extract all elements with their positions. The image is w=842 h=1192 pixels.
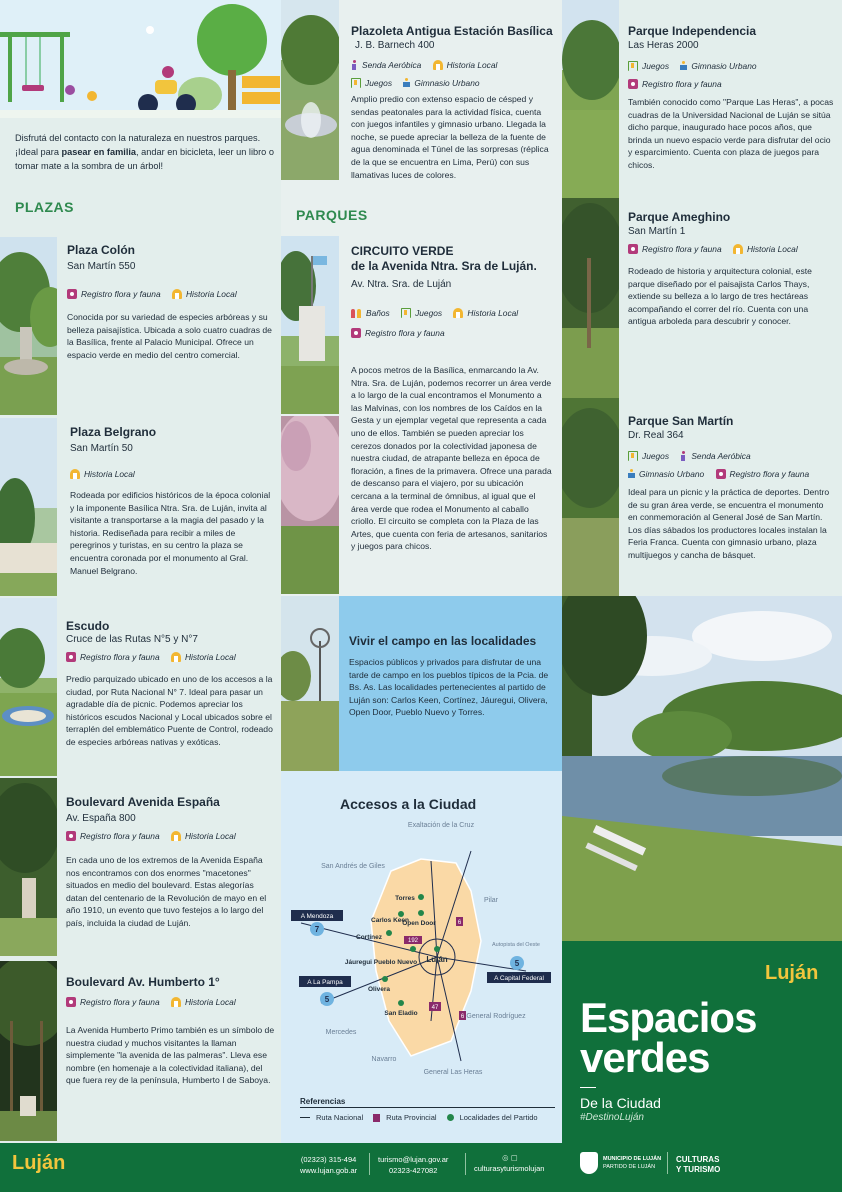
boulevard-espana-tags bbox=[66, 828, 276, 846]
tag-flora bbox=[351, 325, 445, 341]
tag-juegos bbox=[351, 75, 392, 91]
tag-historia bbox=[70, 466, 135, 482]
map-place-navarro: Navarro bbox=[371, 1056, 397, 1063]
flora-icon bbox=[67, 289, 77, 299]
plaza-colon-address: San Martín 550 bbox=[67, 261, 136, 272]
footer-culturas-2: Y TURISMO bbox=[676, 1164, 721, 1174]
senda-aerobica-icon bbox=[680, 451, 687, 461]
footer-municipio-name: MUNICIPIO DE LUJÁN bbox=[603, 1156, 662, 1162]
map-place-torres: Torres bbox=[395, 895, 415, 902]
tag-flora bbox=[716, 466, 810, 482]
tag-historia bbox=[171, 994, 236, 1010]
map-place-general-rodriguez: General Rodríguez bbox=[466, 1013, 526, 1020]
boulevard-espana-photo bbox=[0, 778, 57, 956]
plaza-belgrano-text: Rodeada por edificios históricos de la época colonial y la imponente Basílica Ntra. Sra. de Luján, invita al visitante a transportarse a la magia del pasado y la historia. Rediseñada para recibir a miles de peregrinos y turistas, en su centro la plaza se encuentra coronada por el monumento al Gral. Manuel Belgrano. bbox=[70, 490, 271, 576]
route-47-label: 47 bbox=[431, 1005, 439, 1011]
plazoleta-text: Amplio predio con extenso espacio de césped y sendas peatonales para la actividad física, cuenta con juegos infantiles y gimnasio urbano. Llegada la noche, se puede apreciar la belleza de la fuente de agua denominada el Túnel de las sorpresas (réplica de la que se encuentra en Lima, Perú) con sus llamativas luces de colores. bbox=[351, 94, 549, 180]
map-place-general-las-heras: General Las Heras bbox=[423, 1069, 483, 1076]
cover-hashtag: #DestinoLuján bbox=[580, 1112, 644, 1123]
vivir-campo-title: Vivir el campo en las localidades bbox=[349, 634, 537, 648]
escudo-text: Predio parquizado ubicado en uno de los accesos a la ciudad, por Ruta Nacional N° 7. Ideal para pasar un agradable día de picnic. Podemos apreciar los históricos escudos Nacional y Local ubicados sobre el terraplén del emblemático Puente de Control, rodeado de especies arbóreas nativas y exóticas. bbox=[66, 674, 273, 747]
tag-historia-label: Historia Local bbox=[185, 289, 237, 299]
map-place-carlos-keen: Carlos Keen bbox=[371, 917, 409, 924]
legend-title: Referencias bbox=[300, 1097, 346, 1106]
section-parques-heading: PARQUES bbox=[296, 207, 368, 223]
map-place-cortinez: Cortínez bbox=[356, 934, 382, 941]
juegos-icon bbox=[351, 78, 361, 88]
map-place-san-andres: San Andrés de Giles bbox=[321, 863, 385, 870]
circuito-verde-title: CIRCUITO VERDE bbox=[351, 244, 454, 258]
boulevard-humberto-text: La Avenida Humberto Primo también es un símbolo de nuestra ciudad y muchos visitantes la llaman simplemente "la avenida de las palmeras". Lleva ese nombre (en homenaje a la colectividad italiana), del que fuera rey de la península, Humberto I de Saboya. bbox=[66, 1025, 275, 1086]
map-title: Accesos a la Ciudad bbox=[340, 796, 477, 812]
tag-juegos-label: Juegos bbox=[365, 78, 393, 88]
parque-independencia-photo bbox=[562, 0, 619, 198]
parque-san-martin-title: Parque San Martín bbox=[628, 414, 734, 428]
tag-gimnasio-label: Gimnasio Urbano bbox=[414, 78, 480, 88]
cover-divider bbox=[580, 1087, 596, 1088]
senda-aerobica-icon bbox=[351, 60, 358, 70]
flora-icon bbox=[66, 652, 76, 662]
tag-flora bbox=[67, 286, 161, 302]
footer-divider-1 bbox=[369, 1153, 370, 1175]
plaza-colon-text: Conocida por su variedad de especies arbóreas y su belleza paisajística. Ubicada a solo cuatro cuadras de la Basílica, frente al Palacio Municipal. Ofrece un espacio verde en medio del centro comercial. bbox=[67, 312, 272, 360]
a-capital-label: A Capital Federal bbox=[494, 975, 544, 982]
legend-provincial-swatch bbox=[373, 1114, 380, 1122]
tag-historia bbox=[171, 828, 236, 844]
intro-text-bold: pasear en familia bbox=[61, 147, 137, 157]
route-192-label: 192 bbox=[407, 938, 419, 944]
tag-flora-label: Registro flora y fauna bbox=[642, 79, 722, 89]
flora-icon bbox=[628, 79, 638, 89]
footer-web[interactable]: www.lujan.gob.ar bbox=[300, 1166, 358, 1175]
historia-icon bbox=[171, 831, 181, 841]
escudo-address: Cruce de las Rutas N°5 y N°7 bbox=[66, 634, 198, 645]
tag-flora bbox=[66, 649, 160, 665]
tag-banos-label: Baños bbox=[366, 308, 390, 318]
tag-flora-label: Registro flora y fauna bbox=[81, 289, 161, 299]
footer-contact-1 bbox=[300, 1154, 357, 1176]
tag-historia-label: Historia Local bbox=[84, 469, 135, 479]
parque-independencia-address: Las Heras 2000 bbox=[628, 40, 699, 51]
tag-juegos bbox=[401, 305, 442, 321]
parque-san-martin-photo bbox=[562, 398, 619, 596]
parque-ameghino-photo bbox=[562, 198, 619, 398]
boulevard-espana-title: Boulevard Avenida España bbox=[66, 795, 220, 809]
historia-icon bbox=[171, 652, 181, 662]
escudo-tags bbox=[66, 649, 276, 667]
plazoleta-photo bbox=[281, 0, 339, 180]
gimnasio-icon bbox=[680, 61, 687, 71]
flora-icon bbox=[351, 328, 361, 338]
map-place-autopista: Autopista del Oeste bbox=[491, 942, 541, 948]
map-place-pilar: Pilar bbox=[483, 897, 499, 904]
tag-historia-label: Historia Local bbox=[746, 244, 798, 254]
tag-historia bbox=[172, 286, 237, 302]
flora-icon bbox=[66, 997, 76, 1007]
tag-juegos bbox=[628, 448, 669, 464]
boulevard-espana-text: En cada uno de los extremos de la Avenida España nos encontramos con dos enormes "macetones" situados en medio del boulevard. Estas alegorías datan del centenario de la Revolución de mayo en el año 1910, un evento que tuvo festejos a lo largo del país, incluida la ciudad de Luján. bbox=[66, 855, 267, 928]
boulevard-humberto-photo bbox=[0, 961, 57, 1141]
boulevard-humberto-tags bbox=[66, 994, 276, 1012]
cover-subtitle: De la Ciudad bbox=[580, 1095, 661, 1111]
tag-juegos bbox=[628, 58, 669, 74]
juegos-icon bbox=[401, 308, 411, 318]
tag-flora bbox=[66, 828, 160, 844]
vivir-campo-photo bbox=[281, 596, 339, 771]
footer-divider-3 bbox=[667, 1152, 668, 1174]
municipio-shield-icon bbox=[580, 1152, 598, 1174]
route-5-left-number: 5 bbox=[324, 995, 330, 1004]
footer-phone-2[interactable]: 02323-427082 bbox=[389, 1166, 438, 1175]
plaza-belgrano-photo bbox=[0, 418, 57, 596]
juegos-icon bbox=[628, 61, 638, 71]
parque-ameghino-tags bbox=[628, 241, 838, 259]
footer-culturas-1: CULTURAS bbox=[676, 1155, 720, 1164]
parque-san-martin-tags bbox=[628, 448, 838, 484]
circuito-verde-photo-2 bbox=[281, 416, 339, 594]
tag-flora-label: Registro flora y fauna bbox=[80, 997, 160, 1007]
footer-divider-2 bbox=[465, 1153, 466, 1175]
tag-flora bbox=[66, 994, 160, 1010]
a-la-pampa-label: A La Pampa bbox=[307, 979, 343, 986]
historia-icon bbox=[171, 997, 181, 1007]
tag-gimnasio-label: Gimnasio Urbano bbox=[691, 61, 757, 71]
cover-title-2: verdes bbox=[580, 1034, 710, 1081]
parque-san-martin-text: Ideal para un picnic y la práctica de deportes. Dentro de su gran área verde, se encuentra el monumento en conmemoración al General José de San Martín. Los días sábados los productores locales instalan la Feria Franca. Cuenta con gimnasio urbano, plaza multijuegos y cancha de básquet. bbox=[628, 487, 830, 560]
footer-email[interactable]: turismo@lujan.gov.ar bbox=[378, 1155, 449, 1164]
tag-gimnasio bbox=[680, 58, 756, 74]
route-6-bottom-label: 6 bbox=[460, 1014, 465, 1020]
tag-senda bbox=[680, 448, 750, 464]
circuito-verde-tags bbox=[351, 305, 551, 343]
intro-text-2: , andar en bicicleta, leer un libro o tomar mate a la sombra de un árbol! bbox=[15, 147, 274, 171]
gimnasio-icon bbox=[403, 78, 410, 88]
flora-icon bbox=[628, 244, 638, 254]
route-7-number: 7 bbox=[314, 925, 320, 934]
parque-independencia-text: También conocido como "Parque Las Heras", a pocas cuadras de la Universidad Nacional de Luján se sitúa dicho parque, inaugurado hace pocos años, que brinda un nuevo espacio verde para disfrutar del ocio y esparcimiento. Cuenta con plaza de juegos para chicos. bbox=[628, 97, 834, 170]
footer-culturas bbox=[676, 1155, 720, 1174]
vivir-campo-text: Espacios públicos y privados para disfrutar de una tarde de campo en los pueblos típicos de la Pcia. de Bs. As. Las localidades pertenecientes al partido de Luján son: Carlos Keen, Cortínez, Jáuregui, Olivera, Open Door, Pueblo Nuevo y Torres. bbox=[349, 657, 549, 718]
map-place-open-door: Open Door bbox=[402, 920, 436, 927]
gimnasio-icon bbox=[628, 469, 635, 479]
footer-social-block bbox=[474, 1152, 544, 1174]
tag-flora-label: Registro flora y fauna bbox=[365, 328, 445, 338]
parque-independencia-tags bbox=[628, 58, 838, 94]
banos-icon bbox=[351, 308, 362, 318]
tag-juegos-label: Juegos bbox=[642, 451, 670, 461]
playground-illustration bbox=[0, 0, 281, 118]
tag-gimnasio-label: Gimnasio Urbano bbox=[639, 469, 705, 479]
tag-historia bbox=[171, 649, 236, 665]
social-icons: ◎ ▢ bbox=[502, 1153, 518, 1162]
tag-juegos-label: Juegos bbox=[642, 61, 670, 71]
tag-senda-label: Senda Aeróbica bbox=[691, 451, 751, 461]
plaza-belgrano-tags bbox=[70, 466, 270, 484]
historia-icon bbox=[172, 289, 182, 299]
boulevard-humberto-title: Boulevard Av. Humberto 1° bbox=[66, 975, 220, 989]
map-place-olivera: Olivera bbox=[367, 986, 391, 993]
circuito-verde-title-2: de la Avenida Ntra. Sra de Luján. bbox=[351, 259, 537, 273]
flora-icon bbox=[66, 831, 76, 841]
escudo-title: Escudo bbox=[66, 619, 110, 633]
parque-independencia-title: Parque Independencia bbox=[628, 24, 757, 38]
plaza-belgrano-address: San Martín 50 bbox=[70, 443, 133, 454]
tag-flora-label: Registro flora y fauna bbox=[729, 469, 810, 479]
footer-municipio bbox=[603, 1155, 661, 1171]
footer-municipio-sub: PARTIDO DE LUJÁN bbox=[603, 1164, 656, 1170]
map-place-jauregui: Jáuregui Pueblo Nuevo bbox=[344, 959, 418, 966]
tag-historia-label: Historia Local bbox=[184, 652, 236, 662]
intro-text bbox=[15, 131, 277, 173]
parque-ameghino-address: San Martín 1 bbox=[628, 226, 686, 237]
tag-historia bbox=[433, 57, 498, 73]
tag-banos bbox=[351, 305, 390, 321]
map-place-san-eladio: San Eladio bbox=[384, 1010, 418, 1017]
tag-historia bbox=[733, 241, 798, 257]
tag-senda-label: Senda Aeróbica bbox=[362, 60, 422, 70]
tag-flora-label: Registro flora y fauna bbox=[80, 831, 160, 841]
a-mendoza-label: A Mendoza bbox=[300, 913, 334, 920]
parque-ameghino-title: Parque Ameghino bbox=[628, 210, 731, 224]
tag-historia bbox=[453, 305, 518, 321]
flora-icon bbox=[716, 469, 726, 479]
tag-senda bbox=[351, 57, 421, 73]
cover-title-1: Espacios bbox=[580, 994, 757, 1041]
legend-divider bbox=[300, 1107, 555, 1108]
historia-icon bbox=[70, 469, 80, 479]
tag-historia-label: Historia Local bbox=[467, 308, 519, 318]
footer-social[interactable]: culturasyturismolujan bbox=[474, 1164, 545, 1173]
legend-localidades: Localidades del Partido bbox=[459, 1113, 538, 1122]
legend-nacional: Ruta Nacional bbox=[316, 1113, 364, 1122]
circuito-verde-address: Av. Ntra. Sra. de Luján bbox=[351, 279, 452, 290]
tag-gimnasio bbox=[628, 466, 704, 482]
route-6-top-label: 6 bbox=[457, 920, 462, 926]
tag-historia-label: Historia Local bbox=[184, 997, 236, 1007]
legend-localidades-dot bbox=[447, 1114, 454, 1121]
footer-phone-1[interactable]: (02323) 315-494 bbox=[300, 1155, 357, 1164]
footer-contact-2 bbox=[378, 1154, 448, 1176]
tag-flora-label: Registro flora y fauna bbox=[642, 244, 722, 254]
river-photo bbox=[562, 596, 842, 941]
parque-san-martin-address: Dr. Real 364 bbox=[628, 430, 684, 441]
tag-flora bbox=[628, 241, 722, 257]
tag-flora bbox=[628, 76, 722, 92]
plaza-colon-title: Plaza Colón bbox=[67, 243, 136, 257]
tag-juegos-label: Juegos bbox=[415, 308, 443, 318]
tag-historia-label: Historia Local bbox=[184, 831, 236, 841]
legend-nacional-line bbox=[300, 1117, 310, 1118]
parque-ameghino-text: Rodeado de historia y arquitectura colonial, este parque diseñado por el paisajista Carlos Thays, extiende su belleza a lo largo de tres hectáreas acompañando el correr del río. Cuenta con una antigua arboleda para descubrir y conocer. bbox=[628, 266, 812, 327]
route-5-right-number: 5 bbox=[514, 959, 520, 968]
escudo-photo bbox=[0, 598, 57, 776]
tag-historia-label: Historia Local bbox=[446, 60, 498, 70]
footer-brand: Luján bbox=[12, 1152, 66, 1174]
map-place-exaltacion: Exaltación de la Cruz bbox=[407, 822, 475, 829]
tag-flora-label: Registro flora y fauna bbox=[80, 652, 160, 662]
historia-icon bbox=[453, 308, 463, 318]
map-place-lujan: Luján bbox=[426, 955, 448, 964]
section-plazas-heading: PLAZAS bbox=[15, 199, 74, 215]
plazoleta-title: Plazoleta Antigua Estación Basílica bbox=[351, 24, 553, 38]
historia-icon bbox=[433, 60, 443, 70]
boulevard-espana-address: Av. España 800 bbox=[66, 813, 136, 824]
cover-brand: Luján bbox=[765, 962, 819, 984]
plaza-belgrano-title: Plaza Belgrano bbox=[70, 425, 157, 439]
accesos-map bbox=[281, 771, 562, 1091]
legend-provincial: Ruta Provincial bbox=[386, 1113, 437, 1122]
plazoleta-tags bbox=[351, 57, 556, 93]
tag-gimnasio bbox=[403, 75, 479, 91]
circuito-verde-text: A pocos metros de la Basílica, enmarcando la Av. Ntra. Sra. de Luján, podemos recorrer un área verde a lo largo de la cual encontramos el Monumento a las Malvinas, con los nombres de los Caídos en la Gesta y un ejemplar vegetal que representa a cada uno de ellos. También se pueden apreciar los cerezos donados por la colectividad japonesa de nuestra ciudad, de atrapante belleza en época de floración, a fines de la primavera. Ofrece una parada de descanso para el viajero, por su ubicación cercana a la terminal de ómnibus, al igual que el área verde que rodea el Monumento al caballo criollo. El circuito se completa con la Plaza de las Artes, que cuenta con feria de artesanos, sanitarios y juegos para chicos. bbox=[351, 365, 552, 552]
historia-icon bbox=[733, 244, 743, 254]
map-place-mercedes: Mercedes bbox=[325, 1029, 357, 1036]
plaza-colon-tags bbox=[67, 286, 277, 304]
intro-text-1: Disfrutá del contacto con la naturaleza en nuestros parques. ¡Ideal para bbox=[15, 133, 261, 157]
plaza-colon-photo bbox=[0, 237, 57, 415]
legend bbox=[300, 1113, 538, 1122]
circuito-verde-photo-1 bbox=[281, 236, 339, 414]
juegos-icon bbox=[628, 451, 638, 461]
plazoleta-address: J. B. Barnech 400 bbox=[355, 40, 435, 51]
